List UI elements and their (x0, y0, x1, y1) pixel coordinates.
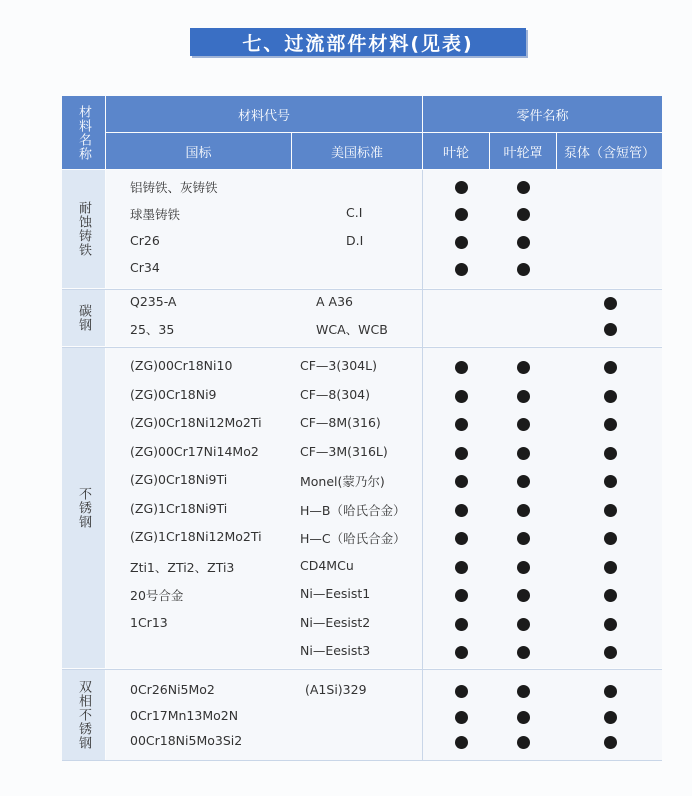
us-cell: CF—8M(316) (300, 415, 381, 430)
pump-body-dot (604, 504, 617, 517)
table-bottom-line (62, 760, 662, 761)
us-cell: CF—8(304) (300, 387, 370, 402)
impeller-dot (455, 685, 468, 698)
pump-body-dot (604, 618, 617, 631)
impeller-dot (455, 208, 468, 221)
pump-body-dot (604, 361, 617, 374)
impeller-dot (455, 618, 468, 631)
us-cell: Monel(蒙乃尔) (300, 474, 385, 489)
pump-body-dot (604, 736, 617, 749)
us-cell: CF—3(304L) (300, 358, 377, 373)
impeller-cover-dot (517, 263, 530, 276)
gb-cell: Q235-A (130, 294, 177, 309)
impeller-dot (455, 646, 468, 659)
us-cell: Ni—Eesist3 (300, 643, 371, 658)
pump-body-dot (604, 711, 617, 724)
impeller-dot (455, 532, 468, 545)
header-material-name: 材料名称 (62, 96, 105, 169)
us-cell: (A1Si)329 (305, 682, 367, 697)
impeller-dot (455, 181, 468, 194)
header-material-code: 材料代号 (106, 96, 422, 132)
us-cell: D.I (346, 233, 364, 248)
impeller-dot (455, 475, 468, 488)
pump-body-dot (604, 447, 617, 460)
impeller-dot (455, 711, 468, 724)
us-cell: A A36 (316, 294, 353, 309)
group-divider (62, 347, 662, 348)
pump-body-dot (604, 532, 617, 545)
header-pump-body: 泵体（含短管） (557, 133, 662, 169)
pump-body-dot (604, 390, 617, 403)
pump-body-dot (604, 685, 617, 698)
gb-cell: 0Cr17Mn13Mo2N (130, 708, 239, 723)
impeller-cover-dot (517, 418, 530, 431)
gb-cell: (ZG)0Cr18Ni12Mo2Ti (130, 415, 262, 430)
impeller-dot (455, 263, 468, 276)
impeller-cover-dot (517, 711, 530, 724)
us-cell: C.I (346, 205, 363, 220)
impeller-cover-dot (517, 589, 530, 602)
impeller-cover-dot (517, 181, 530, 194)
us-cell: Ni—Eesist1 (300, 586, 371, 601)
impeller-dot (455, 361, 468, 374)
category-cell: 不锈钢 (62, 348, 105, 668)
column-divider (422, 170, 423, 761)
impeller-cover-dot (517, 236, 530, 249)
pump-body-dot (604, 561, 617, 574)
gb-cell: (ZG)00Cr17Ni14Mo2 (130, 444, 259, 459)
impeller-cover-dot (517, 618, 530, 631)
gb-cell: 0Cr26Ni5Mo2 (130, 682, 215, 697)
gb-cell: Cr26 (130, 233, 160, 248)
impeller-dot (455, 447, 468, 460)
impeller-cover-dot (517, 447, 530, 460)
us-cell: CD4MCu (300, 558, 354, 573)
header-gb: 国标 (106, 133, 291, 169)
header-us: 美国标准 (292, 133, 422, 169)
gb-cell: 铝铸铁、灰铸铁 (130, 180, 218, 195)
gb-cell: 1Cr13 (130, 615, 168, 630)
impeller-dot (455, 390, 468, 403)
us-cell: Ni—Eesist2 (300, 615, 371, 630)
category-cell: 碳钢 (62, 290, 105, 346)
impeller-cover-dot (517, 208, 530, 221)
group-divider (62, 289, 662, 290)
header-impeller: 叶轮 (423, 133, 489, 169)
impeller-dot (455, 736, 468, 749)
gb-cell: (ZG)0Cr18Ni9Ti (130, 472, 228, 487)
pump-body-dot (604, 646, 617, 659)
gb-cell: 20号合金 (130, 588, 184, 603)
us-cell: H—C（哈氏合金） (300, 531, 406, 546)
pump-body-dot (604, 589, 617, 602)
gb-cell: (ZG)1Cr18Ni9Ti (130, 501, 228, 516)
header-part-name: 零件名称 (423, 96, 662, 132)
impeller-cover-dot (517, 561, 530, 574)
us-cell: CF—3M(316L) (300, 444, 388, 459)
pump-body-dot (604, 475, 617, 488)
us-cell: WCA、WCB (316, 322, 388, 337)
gb-cell: (ZG)0Cr18Ni9 (130, 387, 217, 402)
gb-cell: 25、35 (130, 322, 175, 337)
impeller-cover-dot (517, 475, 530, 488)
group-divider (62, 669, 662, 670)
pump-body-dot (604, 418, 617, 431)
impeller-cover-dot (517, 685, 530, 698)
impeller-dot (455, 236, 468, 249)
page-title: 七、过流部件材料(见表) (190, 28, 526, 56)
header-impeller-cover: 叶轮罩 (490, 133, 556, 169)
impeller-cover-dot (517, 646, 530, 659)
pump-body-dot (604, 297, 617, 310)
category-cell: 双相不锈钢 (62, 670, 105, 760)
gb-cell: (ZG)1Cr18Ni12Mo2Ti (130, 529, 262, 544)
gb-cell: Zti1、ZTi2、ZTi3 (130, 560, 235, 575)
gb-cell: (ZG)00Cr18Ni10 (130, 358, 233, 373)
impeller-cover-dot (517, 504, 530, 517)
gb-cell: 球墨铸铁 (130, 207, 181, 222)
impeller-dot (455, 589, 468, 602)
impeller-cover-dot (517, 532, 530, 545)
impeller-dot (455, 504, 468, 517)
category-cell: 耐蚀铸铁 (62, 170, 105, 288)
gb-cell: 00Cr18Ni5Mo3Si2 (130, 733, 243, 748)
impeller-cover-dot (517, 390, 530, 403)
impeller-dot (455, 418, 468, 431)
us-cell: H—B（哈氏合金） (300, 503, 406, 518)
impeller-dot (455, 561, 468, 574)
pump-body-dot (604, 323, 617, 336)
impeller-cover-dot (517, 736, 530, 749)
impeller-cover-dot (517, 361, 530, 374)
gb-cell: Cr34 (130, 260, 160, 275)
